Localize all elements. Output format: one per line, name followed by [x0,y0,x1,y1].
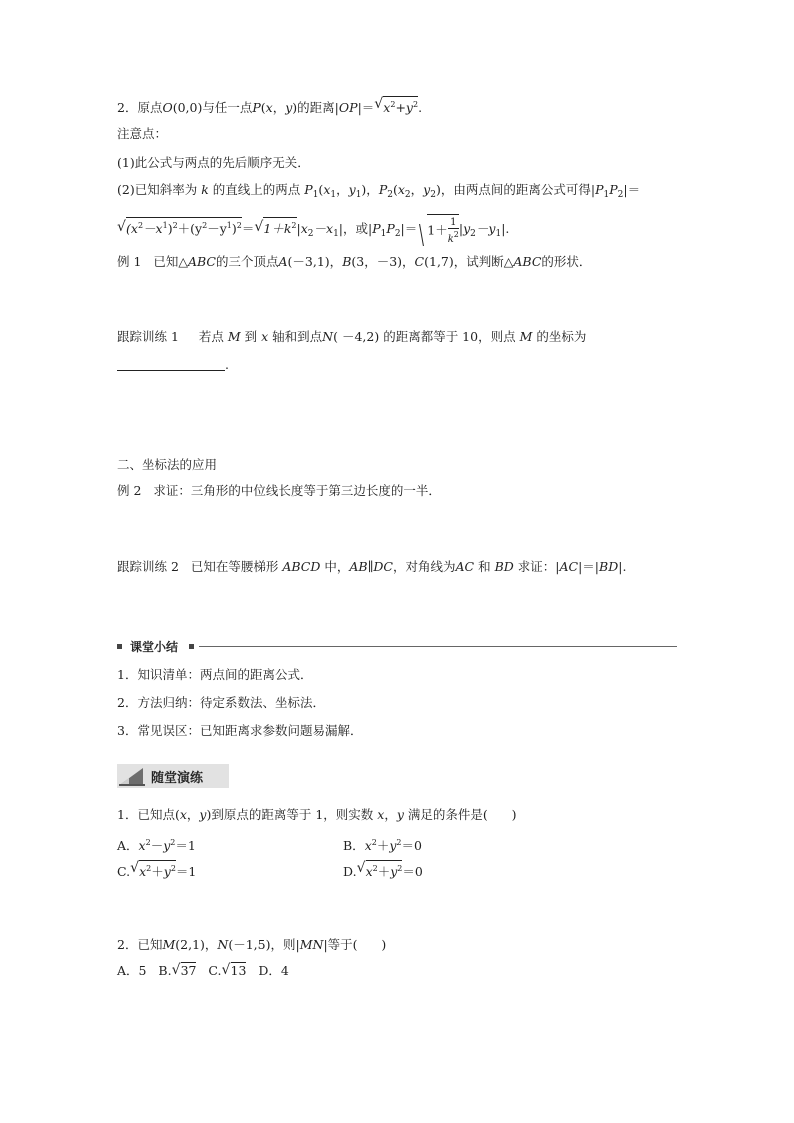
bullet-square-icon [117,644,122,649]
note-label: 注意点： [117,126,168,141]
answer-blank-line: . [117,356,229,374]
summary-item-1: 1．知识清单：两点间的距离公式． [117,667,313,682]
origin-distance-formula: 2．原点O(0,0)与任一点P(x，y)的距离|OP|＝√ $x^2+y^2$. [117,96,422,117]
note-2-formula: √ $(x^2-x^1)^2+(y^2-y^1)^2=√$ $1+k^2|x_2-x_1|$，或$|P_1P_2|= 1+$ $\frac{1}{k^2}$ $|y_2-y_1|$. [117,214,509,245]
question-2-options [117,962,289,980]
sqrt-13: √ 13 [222,962,247,980]
option-a[interactable]: A．5 [117,963,147,978]
practice-banner: 随堂演练 [117,764,229,788]
option-c[interactable]: C.√ 13 [208,963,246,978]
section-2-title: 二、坐标法的应用 [117,457,218,472]
question-1: 1．已知点(x，y)到原点的距离等于 1，则实数 x，y 满足的条件是( ) [117,807,517,822]
sqrt-1-over-k2: 1＋ $\frac{1}{k^2}$ [417,214,459,245]
sqrt-37: √ 37 [172,962,197,980]
answer-blank[interactable] [117,356,225,371]
option-a[interactable]: A．$x^2-y^2=1$ [117,838,196,853]
class-summary-header: 课堂小结 [117,640,677,654]
pencil-icon [119,766,145,786]
fraction-1-over-k2: $\frac{1}{k^2}$ [447,217,459,245]
option-d[interactable]: D.√ $x^2+y^2=0$ [343,860,423,881]
example-2: 例 2 求证：三角形的中位线长度等于第三边长度的一半． [117,483,441,498]
sqrt-x2-y2: √ $x^2+y^2$ [357,860,403,881]
summary-item-3: 3．常见误区：已知距离求参数问题易漏解． [117,723,363,738]
tracking-exercise-2: 跟踪训练 2 已知在等腰梯形 ABCD 中，AB∥DC，对角线为AC 和 BD 求证：|AC|＝|BD|. [117,559,627,574]
option-c[interactable]: C.√ $x^2+y^2=1$ [117,860,196,881]
sqrt-1-k2: √ $1+k^2$ [254,217,296,240]
option-b[interactable]: B．$x^2+y^2=0$ [343,838,422,853]
question-2: 2．已知M(2,1)，N(－1,5)，则|MN|等于( ) [117,937,387,952]
bullet-square-icon [189,644,194,649]
option-b[interactable]: B.√ 37 [158,963,196,978]
tracking-exercise-1: 跟踪训练 1 若点 M 到 x 轴和到点N( －4,2) 的距离都等于 10，则点 M 的坐标为 [117,329,587,344]
note-1: (1)此公式与两点的先后顺序无关． [117,155,310,170]
option-d[interactable]: D．4 [258,963,289,978]
divider [199,646,677,647]
sqrt-x2-y2: √ $x^2+y^2$ [130,860,176,881]
summary-item-2: 2．方法归纳：待定系数法、坐标法． [117,695,325,710]
sqrt-distance: √ $(x^2-x^1)^2+(y^2-y^1)^2$ [117,217,242,240]
note-2: (2)已知斜率为 k 的直线上的两点 $P_1(x_1$，$y_1$)，$P_2(x_2$，$y_2$)，由两点间的距离公式可得$|P_1P_2|=$ [117,182,641,200]
example-1: 例 1 已知△ABC的三个顶点A(－3,1)，B(3，－3)，C(1,7)，试判断△ABC的形状． [117,254,592,269]
sqrt-x2-y2: √ $x^2+y^2$ [374,96,418,117]
